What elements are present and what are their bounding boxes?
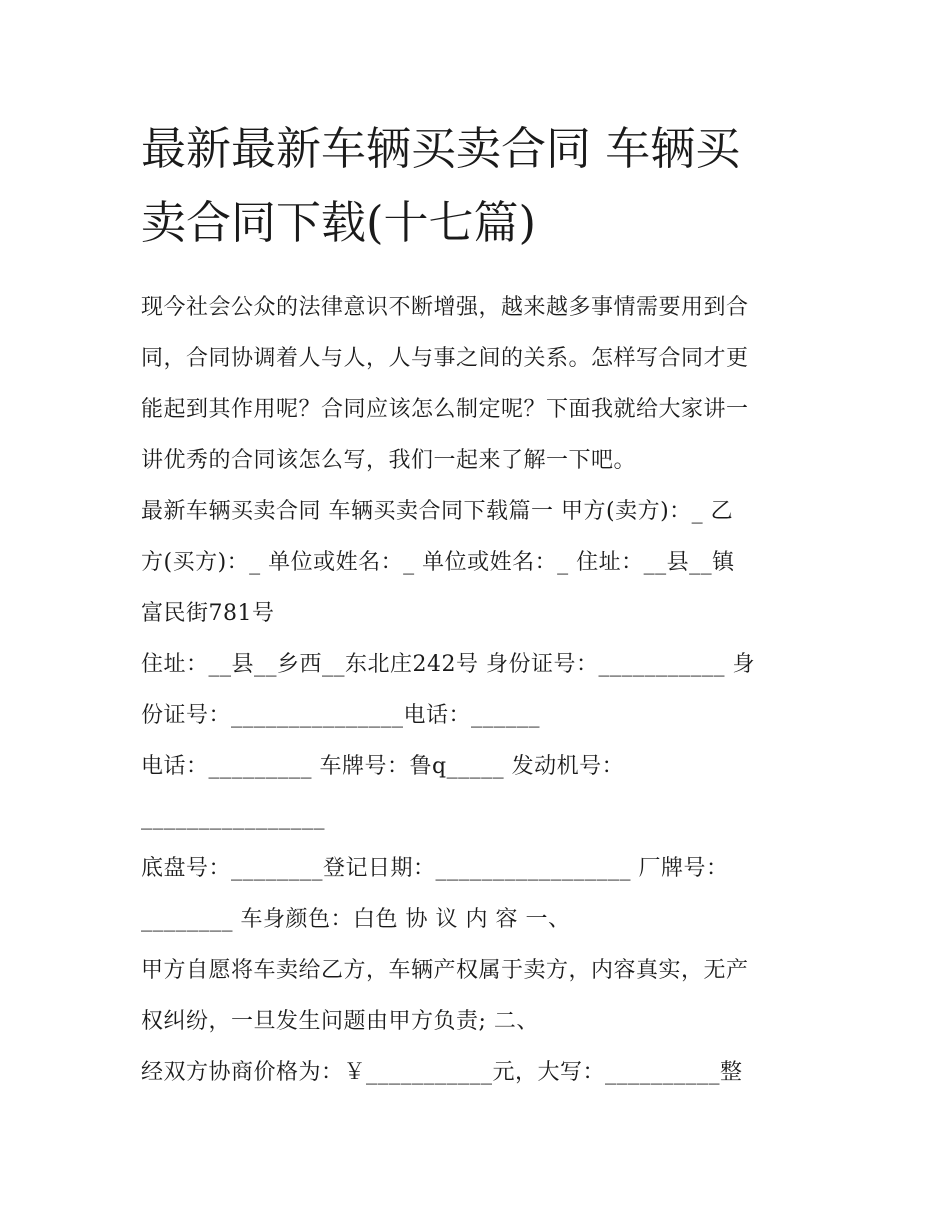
- title-line: 卖合同下载(十七篇): [141, 196, 537, 249]
- text-line: 能起到其作用呢？合同应该怎么制定呢？下面我就给大家讲一: [141, 397, 749, 422]
- text-line: 方(买方)：_ 单位或姓名：_ 单位或姓名：_ 住址：__县__镇: [141, 550, 735, 575]
- document-title: [141, 112, 813, 260]
- text-line: 最新车辆买卖合同 车辆买卖合同下载篇一 甲方(卖方)：_ 乙: [141, 499, 734, 524]
- address-paragraph: [141, 639, 813, 741]
- clause-one-paragraph: [141, 945, 813, 1047]
- text-line: 现今社会公众的法律意识不断增强，越来越多事情需要用到合: [141, 295, 749, 320]
- text-line: 同，合同协调着人与人，人与事之间的关系。怎样写合同才更: [141, 346, 749, 371]
- intro-paragraph: [141, 282, 813, 486]
- text-line: ________ 车身颜色：白色 协 议 内 容 一、: [141, 907, 571, 932]
- chassis-paragraph: [141, 843, 813, 945]
- vehicle-info-paragraph: [141, 741, 813, 843]
- text-line: 份证号：_______________电话：______: [141, 703, 541, 728]
- text-line: 权纠纷，一旦发生问题由甲方负责; 二、: [141, 1009, 539, 1034]
- clause-two-paragraph: [141, 1047, 813, 1098]
- text-line: ________________: [141, 805, 325, 830]
- text-line: 讲优秀的合同该怎么写，我们一起来了解一下吧。: [141, 448, 637, 473]
- text-line: 底盘号：________登记日期：_________________ 厂牌号：: [141, 856, 729, 881]
- parties-paragraph: [141, 486, 813, 639]
- text-line: 电话：_________ 车牌号：鲁q_____ 发动机号：: [141, 754, 625, 779]
- text-line: 富民街781号: [141, 601, 275, 626]
- document-body: [141, 112, 813, 1098]
- text-line: 甲方自愿将车卖给乙方，车辆产权属于卖方，内容真实，无产: [141, 958, 749, 983]
- text-line: 住址：__县__乡西__东北庄242号 身份证号：___________ 身: [141, 652, 755, 677]
- title-line: 最新最新车辆买卖合同 车辆买: [141, 122, 741, 175]
- text-line: 经双方协商价格为：￥___________元，大写：__________整: [141, 1060, 743, 1085]
